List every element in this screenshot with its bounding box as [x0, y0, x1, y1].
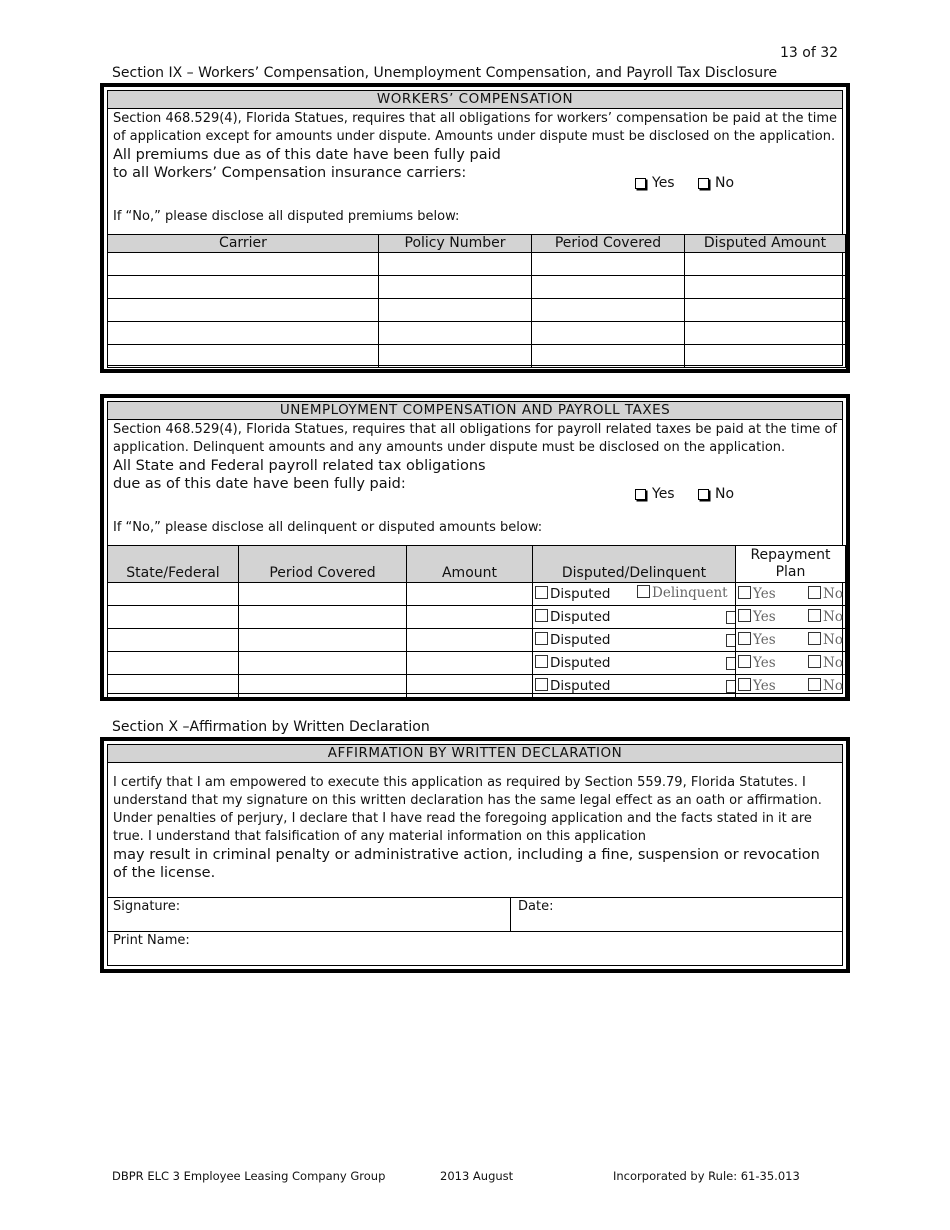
- affirmation-paragraph-part2: may result in criminal penalty or administrative action, including a fine, suspension or revocation of the license.: [113, 847, 820, 881]
- yes-label: Yes: [652, 175, 675, 191]
- col-period-covered: Period Covered: [532, 235, 685, 253]
- workers-comp-box: [100, 83, 850, 373]
- checkbox-icon[interactable]: [635, 489, 646, 500]
- disputed-amount-field[interactable]: [685, 253, 846, 276]
- delinquent-checkbox[interactable]: [726, 680, 736, 693]
- period-covered-field[interactable]: [239, 583, 407, 606]
- state-federal-field[interactable]: [108, 675, 239, 698]
- policy-number-field[interactable]: [379, 299, 532, 322]
- page-number: 13 of 32: [780, 45, 839, 61]
- repayment-no-label: No: [823, 632, 843, 648]
- disputed-amount-field[interactable]: [685, 299, 846, 322]
- unemployment-header: UNEMPLOYMENT COMPENSATION AND PAYROLL TAXES: [108, 402, 842, 420]
- disputed-checkbox[interactable]: [535, 632, 548, 645]
- delinquent-checkbox[interactable]: [726, 634, 736, 647]
- workers-comp-question-line2: to all Workers’ Compensation insurance carriers:: [113, 165, 467, 181]
- policy-number-field[interactable]: [379, 276, 532, 299]
- workers-comp-paragraph: Section 468.529(4), Florida Statues, requires that all obligations for workers’ compensation be paid at the time of application except for amounts under dispute. Amounts under dispute must be disclosed on the application.: [113, 111, 837, 144]
- repayment-no-checkbox[interactable]: [808, 678, 821, 691]
- workers-comp-question-line1: All premiums due as of this date have been fully paid: [113, 147, 501, 163]
- amount-field[interactable]: [407, 606, 533, 629]
- amount-field[interactable]: [407, 629, 533, 652]
- no-label: No: [715, 486, 735, 502]
- period-covered-field[interactable]: [239, 629, 407, 652]
- unemployment-no-option[interactable]: [698, 486, 734, 502]
- col-repayment-plan: [736, 546, 846, 583]
- repayment-yes-checkbox[interactable]: [738, 655, 751, 668]
- col-period-covered: Period Covered: [239, 546, 407, 583]
- period-covered-field[interactable]: [532, 345, 685, 368]
- repayment-header-line2: Plan: [775, 564, 806, 580]
- table-row: [108, 322, 846, 345]
- table-row: [108, 606, 846, 629]
- carrier-field[interactable]: [108, 299, 379, 322]
- unemployment-yes-option[interactable]: [635, 486, 675, 502]
- signature-divider: [510, 898, 511, 932]
- repayment-plan-cell: [736, 606, 846, 629]
- delinquent-checkbox[interactable]: [637, 585, 650, 598]
- period-covered-field[interactable]: [532, 322, 685, 345]
- disputed-label: Disputed: [550, 678, 611, 694]
- period-covered-field[interactable]: [532, 253, 685, 276]
- col-disputed-delinquent: Disputed/Delinquent: [533, 546, 736, 583]
- unemployment-box: [100, 394, 850, 701]
- carrier-field[interactable]: [108, 276, 379, 299]
- repayment-no-checkbox[interactable]: [808, 632, 821, 645]
- repayment-no-checkbox[interactable]: [808, 586, 821, 599]
- disputed-checkbox[interactable]: [535, 678, 548, 691]
- unemployment-paragraph: Section 468.529(4), Florida Statues, requires that all obligations for payroll related taxes be paid at the time of application. Delinquent amounts and any amounts under dispute must be disclosed on the application.: [113, 422, 837, 455]
- unemployment-question-line1: All State and Federal payroll related tax obligations: [113, 458, 486, 474]
- amount-field[interactable]: [407, 583, 533, 606]
- repayment-plan-cell: [736, 629, 846, 652]
- repayment-plan-cell: [736, 583, 846, 606]
- table-row: [108, 345, 846, 368]
- table-row: [108, 583, 846, 606]
- unemployment-table: [107, 545, 846, 698]
- disputed-amount-field[interactable]: [685, 322, 846, 345]
- print-name-row[interactable]: [108, 931, 842, 965]
- table-row: [108, 652, 846, 675]
- delinquent-checkbox[interactable]: [726, 657, 736, 670]
- footer-date: 2013 August: [440, 1169, 514, 1183]
- workers-comp-yes-option[interactable]: [635, 175, 675, 191]
- repayment-no-label: No: [823, 609, 843, 625]
- date-label: Date:: [518, 899, 554, 914]
- amount-field[interactable]: [407, 652, 533, 675]
- disputed-checkbox[interactable]: [535, 655, 548, 668]
- workers-comp-instruction: If “No,” please disclose all disputed premiums below:: [113, 209, 460, 224]
- unemployment-instruction: If “No,” please disclose all delinquent or disputed amounts below:: [113, 520, 543, 535]
- col-state-federal: State/Federal: [108, 546, 239, 583]
- repayment-yes-label: Yes: [753, 586, 776, 602]
- unemployment-question-line2: due as of this date have been fully paid:: [113, 476, 406, 492]
- repayment-yes-checkbox[interactable]: [738, 609, 751, 622]
- disputed-delinquent-cell: [533, 675, 736, 698]
- repayment-header-line1: Repayment: [750, 547, 831, 563]
- affirmation-header: AFFIRMATION BY WRITTEN DECLARATION: [108, 745, 842, 763]
- affirmation-text: [108, 763, 842, 882]
- disputed-delinquent-cell: [533, 583, 736, 606]
- checkbox-icon[interactable]: [698, 178, 709, 189]
- signature-row: [108, 897, 842, 932]
- repayment-no-checkbox[interactable]: [808, 655, 821, 668]
- table-row: [108, 299, 846, 322]
- period-covered-field[interactable]: [239, 675, 407, 698]
- state-federal-field[interactable]: [108, 583, 239, 606]
- policy-number-field[interactable]: [379, 345, 532, 368]
- disputed-checkbox[interactable]: [535, 609, 548, 622]
- repayment-plan-cell: [736, 675, 846, 698]
- repayment-yes-label: Yes: [753, 678, 776, 694]
- repayment-yes-checkbox[interactable]: [738, 632, 751, 645]
- affirmation-box: [100, 737, 850, 973]
- table-row: [108, 675, 846, 698]
- affirmation-paragraph-part1: I certify that I am empowered to execute this application as required by Section 559.79, Florida Statutes. I understand that my signature on this written declaration has the same legal effect as an oath or affirmation. Under penalties of perjury, I declare that I have read the foregoing application and the facts stated in it are true. I understand that falsification of any material information on this application: [113, 775, 822, 844]
- workers-comp-table: [107, 234, 846, 368]
- repayment-no-checkbox[interactable]: [808, 609, 821, 622]
- checkbox-icon[interactable]: [635, 178, 646, 189]
- checkbox-icon[interactable]: [698, 489, 709, 500]
- repayment-yes-checkbox[interactable]: [738, 586, 751, 599]
- disputed-amount-field[interactable]: [685, 345, 846, 368]
- disputed-checkbox[interactable]: [535, 586, 548, 599]
- amount-field[interactable]: [407, 675, 533, 698]
- disputed-label: Disputed: [550, 586, 611, 602]
- col-amount: Amount: [407, 546, 533, 583]
- footer-form-name: DBPR ELC 3 Employee Leasing Company Group: [112, 1169, 386, 1183]
- yes-label: Yes: [652, 486, 675, 502]
- carrier-field[interactable]: [108, 322, 379, 345]
- table-row: [108, 253, 846, 276]
- state-federal-field[interactable]: [108, 629, 239, 652]
- footer-rule: Incorporated by Rule: 61-35.013: [613, 1169, 800, 1183]
- policy-number-field[interactable]: [379, 253, 532, 276]
- workers-comp-no-option[interactable]: [698, 175, 734, 191]
- disputed-delinquent-cell: [533, 629, 736, 652]
- disputed-delinquent-cell: [533, 606, 736, 629]
- disputed-label: Disputed: [550, 609, 611, 625]
- period-covered-field[interactable]: [532, 299, 685, 322]
- table-row: [108, 276, 846, 299]
- workers-comp-header: WORKERS’ COMPENSATION: [108, 91, 842, 109]
- disputed-amount-field[interactable]: [685, 276, 846, 299]
- repayment-yes-label: Yes: [753, 609, 776, 625]
- repayment-plan-cell: [736, 652, 846, 675]
- disputed-delinquent-cell: [533, 652, 736, 675]
- col-policy-number: Policy Number: [379, 235, 532, 253]
- table-row: [108, 629, 846, 652]
- section-9-title: Section IX – Workers’ Compensation, Unemployment Compensation, and Payroll Tax Disclosure: [112, 65, 778, 81]
- no-label: No: [715, 175, 735, 191]
- repayment-yes-label: Yes: [753, 632, 776, 648]
- period-covered-field[interactable]: [239, 652, 407, 675]
- carrier-field[interactable]: [108, 253, 379, 276]
- repayment-no-label: No: [823, 678, 843, 694]
- state-federal-field[interactable]: [108, 652, 239, 675]
- repayment-yes-label: Yes: [753, 655, 776, 671]
- disputed-label: Disputed: [550, 655, 611, 671]
- period-covered-field[interactable]: [532, 276, 685, 299]
- disputed-label: Disputed: [550, 632, 611, 648]
- signature-label: Signature:: [113, 899, 181, 914]
- carrier-field[interactable]: [108, 345, 379, 368]
- col-carrier: Carrier: [108, 235, 379, 253]
- repayment-no-label: No: [823, 655, 843, 671]
- delinquent-label: Delinquent: [652, 585, 728, 601]
- section-10-title: Section X –Affirmation by Written Declaration: [112, 719, 430, 735]
- delinquent-checkbox[interactable]: [726, 611, 736, 624]
- repayment-no-label: No: [823, 586, 843, 602]
- repayment-yes-checkbox[interactable]: [738, 678, 751, 691]
- state-federal-field[interactable]: [108, 606, 239, 629]
- col-disputed-amount: Disputed Amount: [685, 235, 846, 253]
- print-name-label: Print Name:: [113, 933, 190, 948]
- policy-number-field[interactable]: [379, 322, 532, 345]
- period-covered-field[interactable]: [239, 606, 407, 629]
